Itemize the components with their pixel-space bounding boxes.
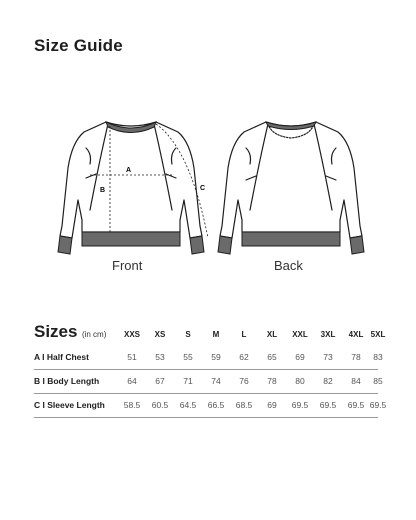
page-title: Size Guide	[34, 36, 123, 55]
size-header-xs: XS	[154, 330, 166, 339]
size-header-xl: XL	[266, 330, 278, 339]
table-cell: 73	[323, 352, 333, 362]
row-label: C I Sleeve Length	[34, 400, 105, 410]
measure-label-a: A	[126, 167, 132, 174]
row-divider	[34, 417, 378, 418]
table-cell: 67	[155, 376, 165, 386]
table-cell: 58.5	[123, 400, 141, 410]
table-cell: 83	[373, 352, 383, 362]
table-cell: 82	[323, 376, 333, 386]
row-label: B I Body Length	[34, 376, 100, 386]
table-cell: 85	[373, 376, 383, 386]
sizes-heading-text: Sizes	[34, 322, 78, 341]
unit-note: (in cm)	[81, 330, 107, 339]
table-cell: 78	[351, 352, 361, 362]
measure-label-c: C	[200, 185, 206, 192]
table-cell: 74	[211, 376, 221, 386]
table-cell: 69.5	[347, 400, 365, 410]
sizes-heading	[34, 322, 106, 342]
table-cell: 64.5	[179, 400, 197, 410]
table-cell: 65	[267, 352, 277, 362]
table-row	[34, 370, 384, 394]
back-caption: Back	[274, 258, 303, 273]
table-cell: 60.5	[151, 400, 169, 410]
table-cell: 80	[295, 376, 305, 386]
size-header-l: L	[241, 330, 247, 339]
table-cell: 76	[239, 376, 249, 386]
back-sweatshirt-illustration	[210, 108, 372, 258]
table-cell: 59	[211, 352, 221, 362]
table-cell: 69.5	[319, 400, 337, 410]
table-cell: 78	[267, 376, 277, 386]
table-row	[34, 394, 387, 418]
size-header-3xl: 3XL	[320, 330, 336, 339]
table-cell: 51	[127, 352, 137, 362]
measure-label-b: B	[100, 187, 106, 194]
table-cell: 68.5	[235, 400, 253, 410]
table-cell: 84	[351, 376, 361, 386]
size-header-s: S	[185, 330, 191, 339]
table-cell: 53	[155, 352, 165, 362]
row-label: A I Half Chest	[34, 352, 89, 362]
table-cell: 62	[239, 352, 249, 362]
table-cell: 69.5	[369, 400, 387, 410]
table-row	[34, 346, 384, 370]
table-cell: 69.5	[291, 400, 309, 410]
table-cell: 55	[183, 352, 193, 362]
size-header-5xl: 5XL	[370, 330, 386, 339]
front-sweatshirt-illustration	[50, 108, 212, 258]
table-cell: 71	[183, 376, 193, 386]
table-cell: 66.5	[207, 400, 225, 410]
front-caption: Front	[112, 258, 143, 273]
size-header-m: M	[212, 330, 220, 339]
size-header-xxs: XXS	[123, 330, 140, 339]
table-cell: 64	[127, 376, 137, 386]
table-cell: 69	[267, 400, 277, 410]
table-cell: 69	[295, 352, 305, 362]
size-header-4xl: 4XL	[348, 330, 364, 339]
size-header-xxl: XXL	[292, 330, 308, 339]
